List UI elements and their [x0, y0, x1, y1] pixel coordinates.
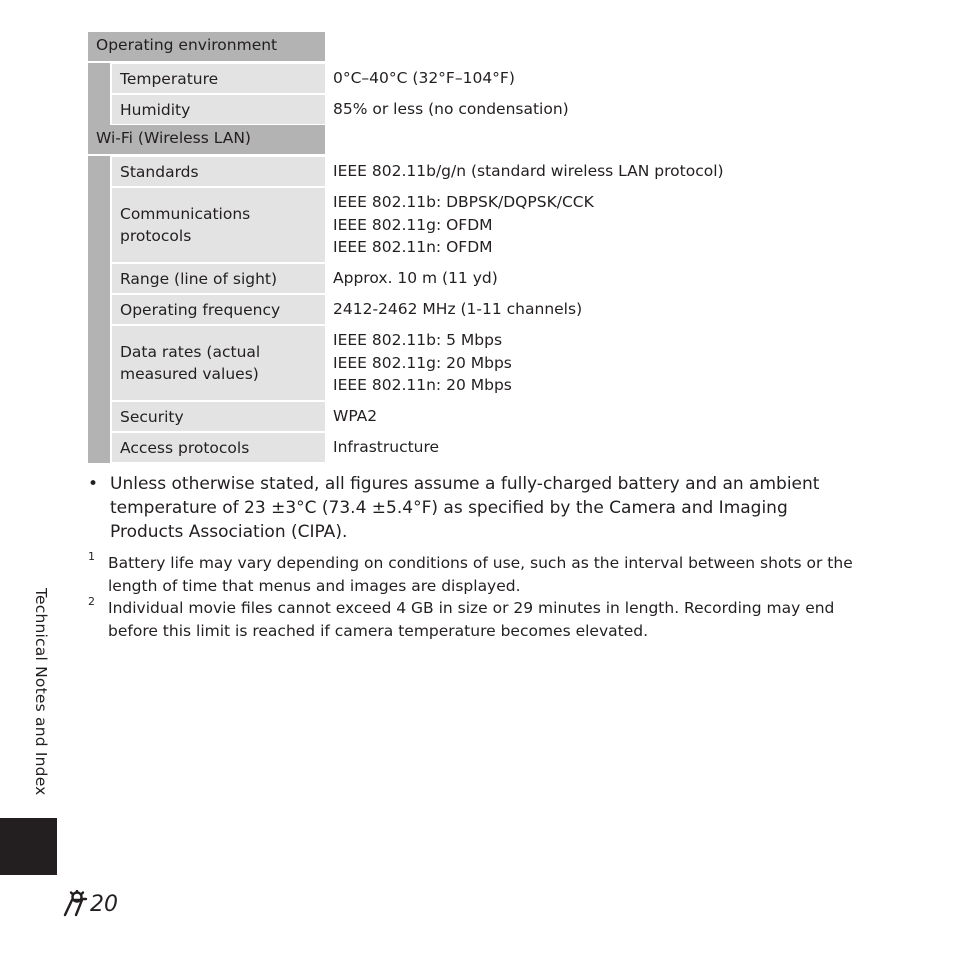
row-value: WPA2 [333, 407, 378, 426]
row-label: Data rates (actual measured values) [112, 326, 325, 400]
row-value: IEEE 802.11b: 5 Mbps IEEE 802.11g: 20 Mbps IEEE 802.11n: 20 Mbps [333, 331, 512, 395]
row-label: Temperature [112, 64, 325, 93]
row-value: 0°C–40°C (32°F–104°F) [333, 69, 515, 88]
section-stripe [88, 294, 110, 325]
table-row [88, 294, 848, 325]
spec-table [88, 32, 848, 463]
section-stripe [88, 325, 110, 401]
section-stripe [88, 401, 110, 432]
section-stripe [88, 156, 110, 187]
footnote-number: 2 [88, 595, 95, 608]
section-stripe [88, 432, 110, 463]
bullet-note [88, 472, 858, 544]
row-label: Humidity [112, 95, 325, 124]
footnote [88, 597, 858, 642]
row-value: IEEE 802.11b: DBPSK/DQPSK/CCK IEEE 802.11g: OFDM IEEE 802.11n: OFDM [333, 193, 594, 257]
section-header [88, 32, 848, 63]
row-value: IEEE 802.11b/g/n (standard wireless LAN protocol) [333, 162, 724, 181]
row-label: Access protocols [112, 433, 325, 462]
row-label: Range (line of sight) [112, 264, 325, 293]
side-section-label: Technical Notes and Index [32, 588, 50, 796]
section-stripe [88, 187, 110, 263]
page-number [60, 890, 118, 918]
row-label: Communications protocols [112, 188, 325, 262]
section-stripe [88, 263, 110, 294]
row-value: Approx. 10 m (11 yd) [333, 269, 498, 288]
bullet-text: Unless otherwise stated, all figures assume a fully-charged battery and an ambient temperature of 23 ±3°C (73.4 ±5.4°F) as specified by the Camera and Imaging Products Association (CIPA). [110, 474, 820, 542]
notes [88, 472, 858, 642]
table-row [88, 63, 848, 94]
table-row [88, 263, 848, 294]
footnote-text: Individual movie files cannot exceed 4 GB in size or 29 minutes in length. Recording may end before this limit is reached if camera temperature becomes elevated. [108, 599, 835, 640]
table-row [88, 94, 848, 125]
row-label: Security [112, 402, 325, 431]
row-value: 85% or less (no condensation) [333, 100, 569, 119]
footnote-number: 1 [88, 550, 95, 563]
row-label: Standards [112, 157, 325, 186]
row-value: Infrastructure [333, 438, 440, 457]
table-row [88, 156, 848, 187]
section-header [88, 125, 848, 156]
footnote [88, 552, 858, 597]
bullet-symbol: • [88, 474, 99, 494]
section-title-operating-environment: Operating environment [88, 32, 325, 61]
table-row [88, 401, 848, 432]
section-stripe [88, 94, 110, 125]
section-title-wifi: Wi-Fi (Wireless LAN) [88, 125, 325, 154]
footnote-text: Battery life may vary depending on conditions of use, such as the interval between shots or the length of time that menus and images are displayed. [108, 554, 853, 595]
table-row [88, 325, 848, 401]
wrench-icon [60, 890, 88, 918]
section-stripe [88, 63, 110, 94]
row-label: Operating frequency [112, 295, 325, 324]
table-row [88, 432, 848, 463]
section-tab-marker [0, 818, 57, 875]
page-number-text: 20 [90, 891, 118, 917]
table-row [88, 187, 848, 263]
row-value: 2412-2462 MHz (1-11 channels) [333, 300, 583, 319]
